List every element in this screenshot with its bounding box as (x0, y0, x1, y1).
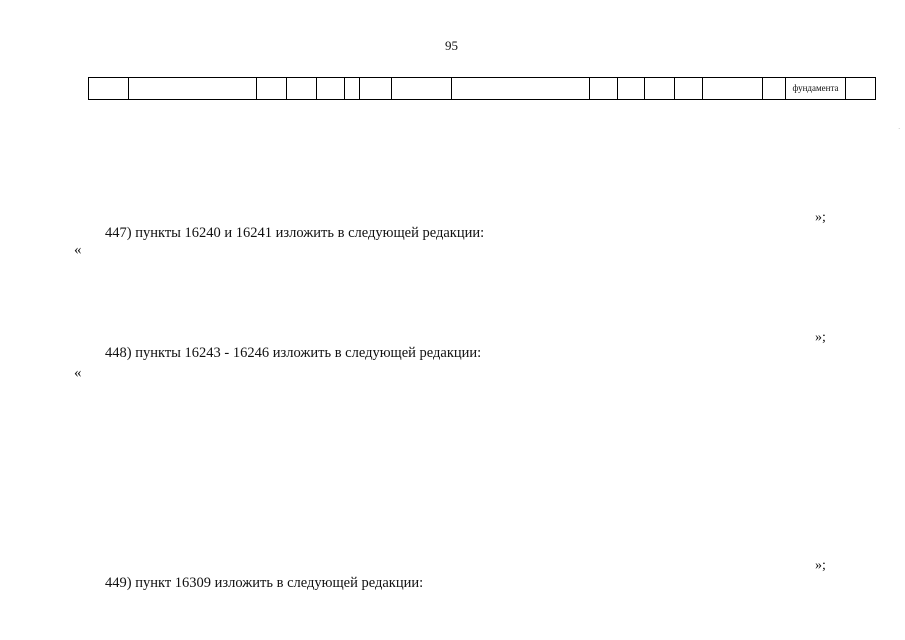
row-number (89, 78, 129, 100)
empty-cell (763, 78, 786, 100)
empty-cell (645, 78, 675, 100)
type-cell (392, 78, 452, 100)
closing-quote: »; (815, 330, 826, 345)
section-heading-447: 447) пункты 16240 и 16241 изложить в следующей редакции: (105, 225, 485, 241)
page-number: 95 (445, 38, 458, 53)
empty-cell (675, 78, 703, 100)
opening-quote: « (74, 242, 82, 258)
empty-cell (345, 78, 360, 100)
empty-cell (287, 78, 317, 100)
opening-quote: « (74, 365, 82, 381)
closing-quote: »; (815, 210, 826, 225)
section-heading-449: 449) пункт 16309 изложить в следующей редакции: (105, 575, 424, 591)
empty-cell (590, 78, 618, 100)
empty-cell (257, 78, 287, 100)
empty-cell (618, 78, 645, 100)
table-items-16195-16196 (88, 77, 876, 100)
section-heading-448: 448) пункты 16243 - 16246 изложить в следующей редакции: (105, 345, 482, 361)
table-row (89, 78, 876, 100)
empty-cell (317, 78, 345, 100)
empty-cell (360, 78, 392, 100)
address-cell (129, 78, 257, 100)
closing-quote: »; (815, 558, 826, 573)
empty-cell (846, 78, 876, 100)
works-cell-a (703, 78, 763, 100)
works-cell-b (786, 78, 846, 100)
works-cell-b-line: фундамента (792, 83, 839, 94)
works-cell (452, 78, 590, 100)
scan-speck: · (898, 125, 901, 133)
